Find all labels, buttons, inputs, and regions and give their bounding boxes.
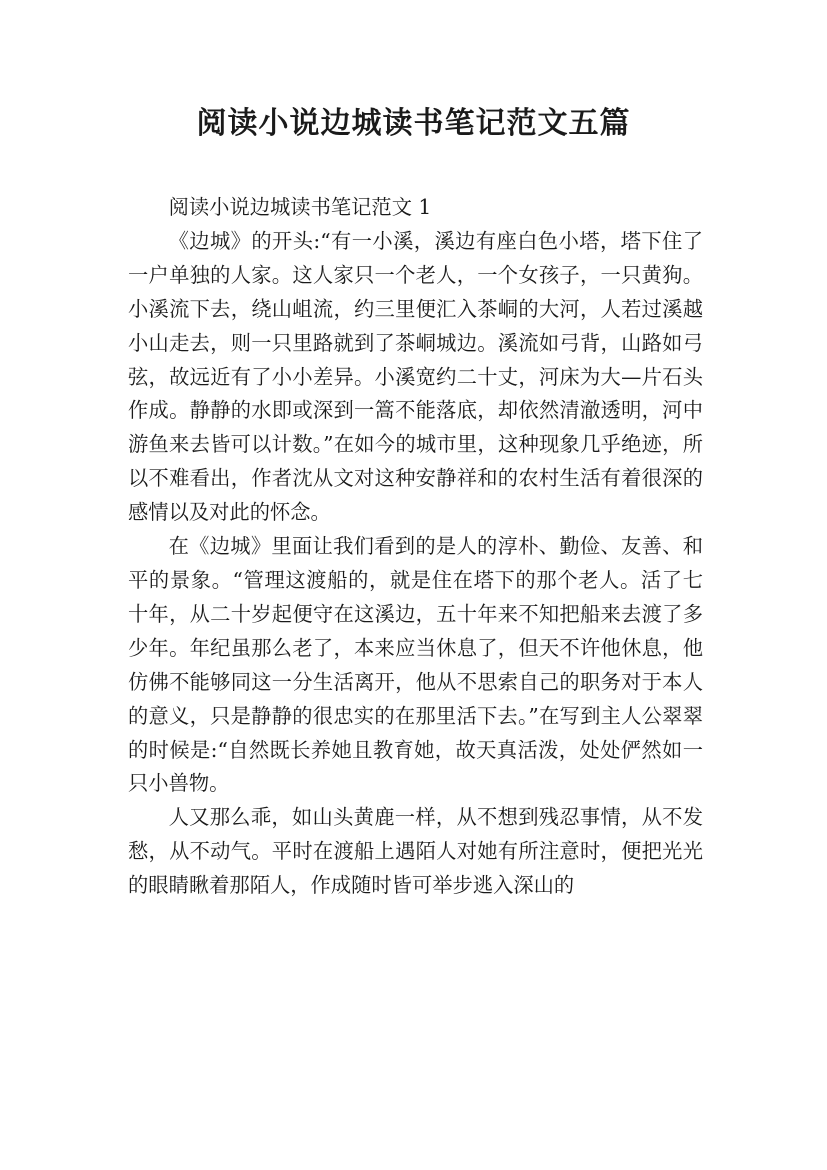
section-heading: 阅读小说边城读书笔记范文 1 (168, 195, 432, 219)
document-body (128, 191, 703, 903)
paragraph: 人又那么乖，如山头黄鹿一样，从不想到残忍事情，从不发愁，从不动气。平时在渡船上遇陌人对她有所注意时，便把光光的眼睛瞅着那陌人，作成随时皆可举步逃入深山的 (128, 805, 703, 898)
document-title: 阅读小说边城读书笔记范文五篇 (196, 106, 631, 141)
paragraph: 在《边城》里面让我们看到的是人的淳朴、勤俭、友善、和平的景象。“管理这渡船的，就是住在塔下的那个老人。活了七十年，从二十岁起便守在这溪边，五十年来不知把船来去渡了多少年。年纪虽那么老了，本来应当休息了，但天不许他休息，他仿佛不能够同这一分生活离开，他从不思索自己的职务对于本人的意义，只是静静的很忠实的在那里活下去。”在写到主人公翠翠的时候是:“自然既长养她且教育她，故天真活泼，处处俨然如一只小兽物。 (128, 534, 703, 796)
paragraph: 《边城》的开头:“有一小溪，溪边有座白色小塔，塔下住了一户单独的人家。这人家只一个老人，一个女孩子，一只黄狗。小溪流下去，绕山岨流，约三里便汇入茶峒的大河，人若过溪越小山走去，则一只里路就到了茶峒城边。溪流如弓背，山路如弓弦，故远近有了小小差异。小溪宽约二十丈，河床为大—片石头作成。静静的水即或深到一篙不能落底，却依然清澈透明，河中游鱼来去皆可以计数。”在如今的城市里，这种现象几乎绝迹，所以不难看出，作者沈从文对这种安静祥和的农村生活有着很深的感情以及对此的怀念。 (128, 228, 703, 525)
